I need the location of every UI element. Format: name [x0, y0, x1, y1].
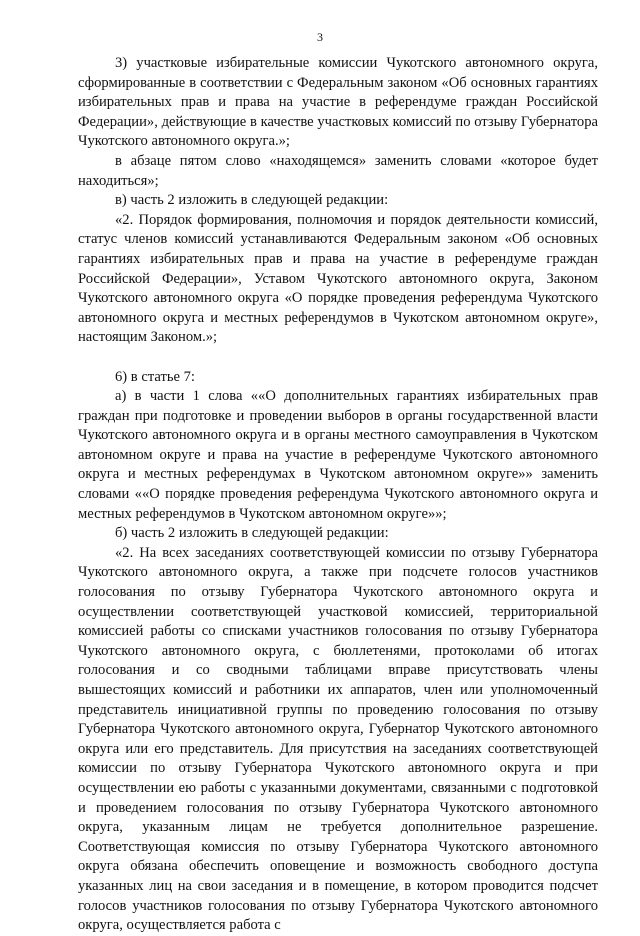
paragraph-part-2-new-text: «2. На всех заседаниях соответствующей комиссии по отзыву Губернатора Чукотского автономного округа, а также при подсчете голосов участников голосования по отзыву Губернатора Чукотского автономного округа и осуществлении соответствующей участковой комиссией, территориальной комиссией работы со списками участников голосования по отзыву Губернатора Чукотского автономного округа, с бюллетенями, протоколами об итогах голосования и со сводными таблицами вправе присутствовать члены вышестоящих комиссий и работники их аппаратов, член или уполномоченный представитель инициативной группы по проведению голосования по отзыву Губернатора Чукотского автономного округа, Губернатор Чукотского автономного округа или его представитель. Для присутствия на заседаниях соответствующей комиссии по отзыву Губернатора Чукотского автономного округа и при осуществлении ею работы с указанными документами, связанными с подготовкой и проведением голосования по отзыву Губернатора Чукотского автономного округа, указанным лицам не требуется дополнительное разрешение. Соответствующая комиссия по отзыву Губернатора Чукотского автономного округа обязана обеспечить оповещение и возможность свободного доступа указанных лиц на свои заседания и в помещение, в котором проводится подсчет голосов участников голосования по отзыву Губернатора Чукотского автономного округа, осуществляется работа с	[78, 544, 598, 934]
page-number: 3	[317, 30, 323, 44]
paragraph-article-7: 6) в статье 7:	[115, 368, 195, 385]
paragraph-abzac-5: в абзаце пятом слово «находящемся» заменить словами «которое будет находиться»;	[78, 152, 598, 189]
paragraph-item-3: 3) участковые избирательные комиссии Чукотского автономного округа, сформированные в соответствии с Федеральным законом «Об основных гарантиях избирательных прав и права на участие в референдуме граждан Российской Федерации», действующие в качестве участковых комиссий по отзыву Губернатора Чукотского автономного округа.»;	[78, 55, 598, 150]
paragraph-item-v: в) часть 2 изложить в следующей редакции:	[115, 192, 389, 209]
paragraph-item-a: а) в части 1 слова ««О дополнительных гарантиях избирательных прав граждан при подготовке и проведении выборов в органы государственной власти Чукотского автономного округа и в органы местного самоуправления в Чукотском автономном округе и права на участие в референдуме Чукотского автономного округа и местных референдумах в Чукотском автономном округе»» заменить словами ««О порядке проведения референдума Чукотского автономного округа и местных референдумов в Чукотском автономном округе»»;	[78, 388, 598, 522]
paragraph-item-b: б) часть 2 изложить в следующей редакции:	[115, 525, 389, 542]
document-body	[78, 54, 598, 936]
paragraph-part-2-text: «2. Порядок формирования, полномочия и порядок деятельности комиссий, статус членов комиссий устанавливаются Федеральным законом «Об основных гарантиях избирательных прав и права на участие в референдуме граждан Российской Федерации», Уставом Чукотского автономного округа, Законом Чукотского автономного округа «О порядке проведения референдума Чукотского автономного округа и местных референдумов в Чукотском автономном округе», настоящим Законом.»;	[78, 211, 598, 346]
